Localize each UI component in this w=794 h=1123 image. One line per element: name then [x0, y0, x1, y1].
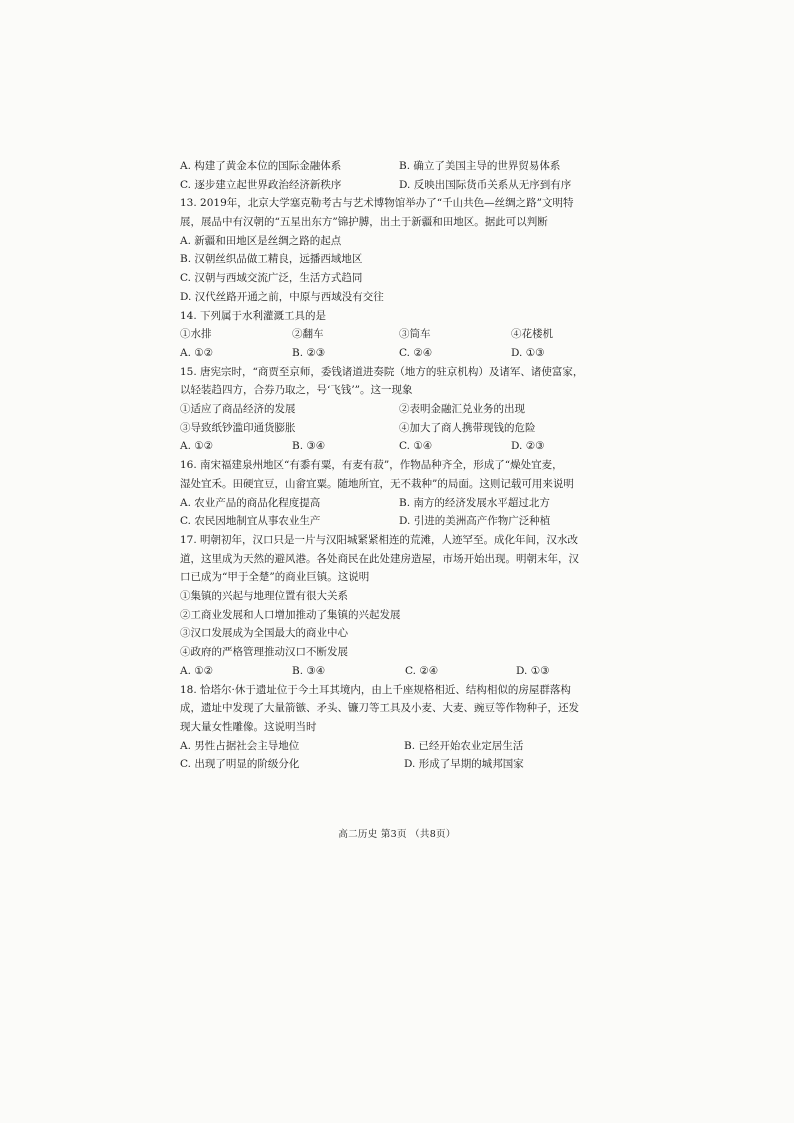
q18-stem-line-1: 18. 恰塔尔·休于遗址位于今土耳其境内，由上千座规格相近、结构相似的房屋群落构 — [180, 683, 571, 696]
q17-stem-line-2: 道，这里成为天然的避风港。各处商民在此处建房造屋，市场开始出现。明朝末年，汉 — [180, 552, 579, 565]
q16-options-row-1 — [180, 494, 620, 513]
q13-option-a: A. 新疆和田地区是丝绸之路的起点 — [180, 234, 342, 247]
q14-option-c: C. ②④ — [399, 346, 433, 359]
page-footer: 高二历史 第3页 （共8页） — [338, 829, 456, 840]
q14-item-2: ②翻车 — [292, 328, 324, 341]
q16-option-b: B. 南方的经济发展水平超过北方 — [399, 496, 550, 509]
q15-item-2: ②表明金融汇兑业务的出现 — [399, 403, 525, 416]
q15-options — [180, 437, 620, 456]
q13-option-d: D. 汉代丝路开通之前，中原与西域没有交往 — [180, 290, 384, 303]
q13-stem-line-2: 展，展品中有汉朝的“五星出东方”锦护膊，出土于新疆和田地区。据此可以判断 — [180, 216, 548, 229]
q12-option-d: D. 反映出国际货币关系从无序到有序 — [399, 178, 572, 191]
q14-option-d: D. ①③ — [511, 346, 545, 359]
q16-option-c: C. 农民因地制宜从事农业生产 — [180, 515, 321, 528]
q12-options-row-2 — [180, 176, 620, 195]
q15-option-c: C. ①④ — [399, 440, 433, 453]
q16-option-d: D. 引进的美洲高产作物广泛种植 — [399, 515, 551, 528]
q15-option-d: D. ②③ — [511, 440, 545, 453]
q13-stem-line-1: 13. 2019年，北京大学塞克勒考古与艺术博物馆举办了“千山共色—丝绸之路”文明特 — [180, 197, 574, 210]
q18-options-row-1 — [180, 737, 620, 756]
q14-option-a: A. ①② — [180, 346, 214, 359]
q15-item-4: ④加大了商人携带现钱的危险 — [399, 421, 536, 434]
q17-option-c: C. ②④ — [405, 664, 439, 677]
q16-stem-line-1: 16. 南宋福建泉州地区“有黍有粟，有麦有菽”，作物品种齐全，形成了“燥处宜麦， — [180, 459, 563, 472]
q12-option-b: B. 确立了美国主导的世界贸易体系 — [399, 160, 561, 172]
q12-options-row-1 — [180, 157, 620, 176]
q15-stem-line-2: 以轻装趋四方，合券乃取之，号‘飞钱’”。这一现象 — [180, 384, 413, 397]
q16-option-a: A. 农业产品的商品化程度提高 — [180, 496, 321, 509]
q18-option-d: D. 形成了早期的城邦国家 — [404, 758, 524, 771]
q12-option-a: A. 构建了黄金本位的国际金融体系 — [180, 160, 342, 172]
q17-stem-line-3: 口已成为“甲于全楚”的商业巨镇。这说明 — [180, 571, 370, 584]
q12-option-c: C. 逐步建立起世界政治经济新秩序 — [180, 178, 342, 191]
q15-item-3: ③导致纸钞滥印通货膨胀 — [180, 421, 296, 434]
q17-option-b: B. ③④ — [292, 664, 326, 677]
q14-option-b: B. ②③ — [292, 346, 326, 359]
q14-item-1: ①水排 — [180, 328, 212, 341]
q17-option-d: D. ①③ — [516, 664, 550, 677]
q18-stem-line-2: 成，遗址中发现了大量箭镞、矛头、镰刀等工具及小麦、大麦、豌豆等作物种子，还发 — [180, 702, 579, 715]
q18-options-row-2 — [180, 755, 620, 774]
question-content — [180, 157, 620, 774]
q18-option-c: C. 出现了明显的阶级分化 — [180, 758, 300, 771]
q15-stem-line-1: 15. 唐宪宗时，“商贾至京师，委钱诸道进奏院（地方的驻京机构）及诸军、诸使富家， — [180, 365, 584, 378]
q15-items-row-2 — [180, 419, 620, 438]
q17-stem-line-1: 17. 明朝初年，汉口只是一片与汉阳城紧紧相连的荒滩，人迹罕至。成化年间，汉水改 — [180, 533, 579, 546]
q14-stem: 14. 下列属于水利灌溉工具的是 — [180, 309, 327, 322]
q17-item-3: ③汉口发展成为全国最大的商业中心 — [180, 627, 348, 640]
q14-item-4: ④花楼机 — [511, 328, 553, 341]
q18-option-a: A. 男性占据社会主导地位 — [180, 739, 300, 752]
q17-options — [180, 662, 620, 681]
q15-items-row-1 — [180, 400, 620, 419]
q17-item-1: ①集镇的兴起与地理位置有很大关系 — [180, 590, 348, 603]
q14-item-3: ③筒车 — [399, 328, 431, 341]
q17-item-4: ④政府的严格管理推动汉口不断发展 — [180, 646, 348, 659]
q16-options-row-2 — [180, 512, 620, 531]
q13-option-c: C. 汉朝与西域交流广泛，生活方式趋同 — [180, 272, 363, 285]
q15-option-a: A. ①② — [180, 440, 214, 453]
q15-item-1: ①适应了商品经济的发展 — [180, 403, 296, 416]
q14-options — [180, 344, 620, 363]
q15-option-b: B. ③④ — [292, 440, 326, 453]
q16-stem-line-2: 湿处宜禾。田硬宜豆，山畲宜粟。随地所宜，无不栽种”的局面。这则记载可用来说明 — [180, 477, 574, 490]
q17-option-a: A. ①② — [180, 664, 214, 677]
q17-item-2: ②工商业发展和人口增加推动了集镇的兴起发展 — [180, 608, 401, 621]
q18-option-b: B. 已经开始农业定居生活 — [404, 739, 524, 752]
q13-option-b: B. 汉朝丝织品做工精良，远播西域地区 — [180, 253, 363, 266]
q14-items — [180, 325, 620, 344]
q18-stem-line-3: 现大量女性雕像。这说明当时 — [180, 720, 317, 733]
